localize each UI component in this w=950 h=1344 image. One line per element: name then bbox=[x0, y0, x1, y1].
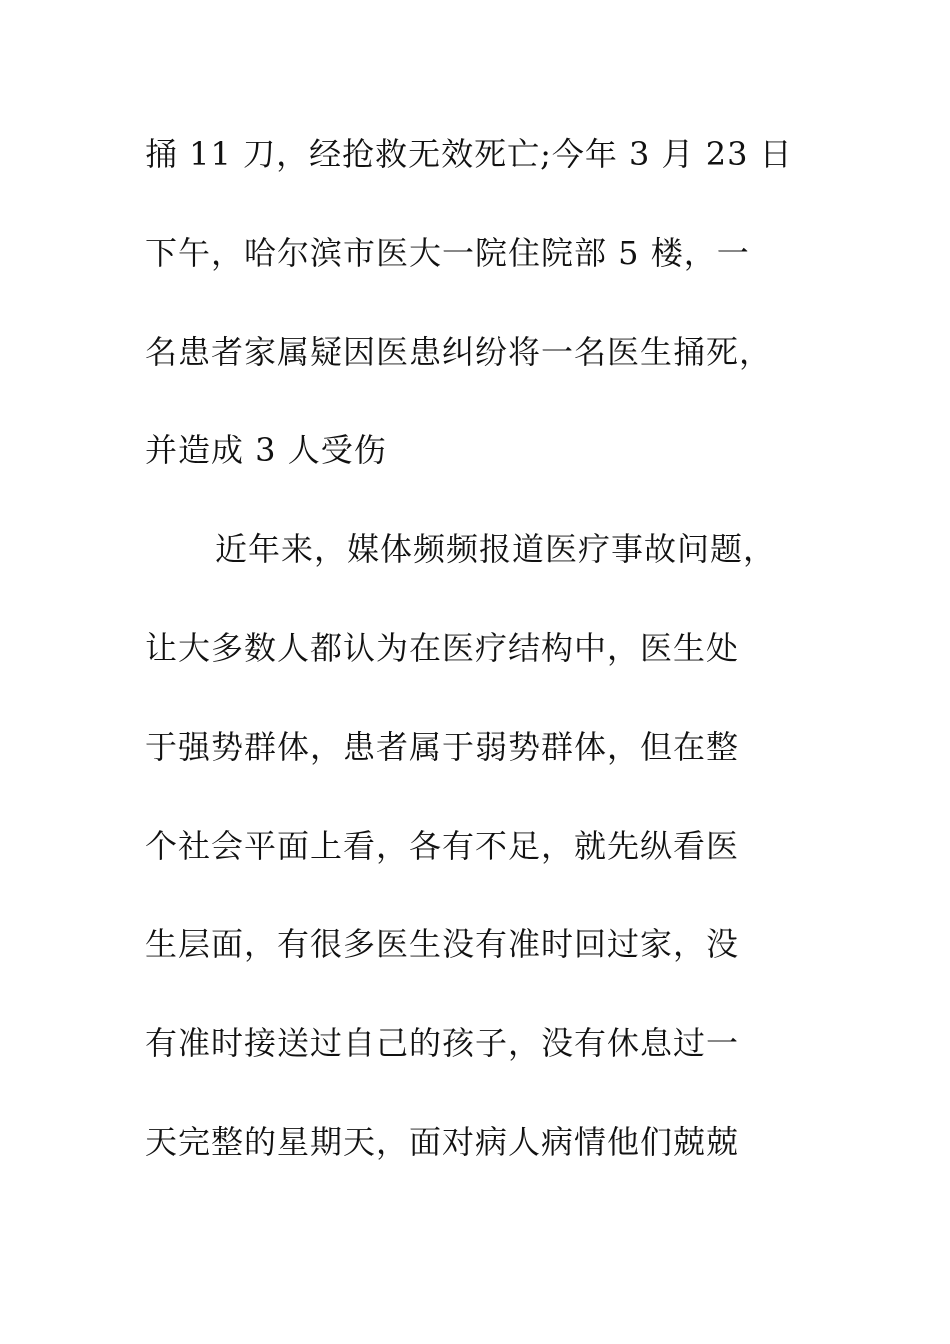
text-line: 个社会平面上看，各有不足，就先纵看医 bbox=[145, 826, 740, 865]
text-line: 名患者家属疑因医患纠纷将一名医生捅死， bbox=[145, 332, 773, 371]
text-line: 并造成 3 人受伤 bbox=[145, 431, 387, 470]
body-text bbox=[145, 127, 805, 1214]
text-line: 让大多数人都认为在医疗结构中，医生处 bbox=[145, 628, 740, 667]
text-line: 天完整的星期天，面对病人病情他们兢兢 bbox=[145, 1122, 740, 1161]
text-line: 生层面，有很多医生没有准时回过家，没 bbox=[145, 925, 740, 964]
text-line: 于强势群体，患者属于弱势群体，但在整 bbox=[145, 727, 740, 766]
paragraph-first-line: 近年来，媒体频频报道医疗事故问题， bbox=[215, 530, 777, 569]
text-line: 捅 11 刀，经抢救无效死亡;今年 3 月 23 日 bbox=[145, 135, 793, 173]
text-line: 有准时接送过自己的孩子，没有休息过一 bbox=[145, 1024, 740, 1063]
text-line: 下午，哈尔滨市医大一院住院部 5 楼，一 bbox=[145, 233, 750, 272]
